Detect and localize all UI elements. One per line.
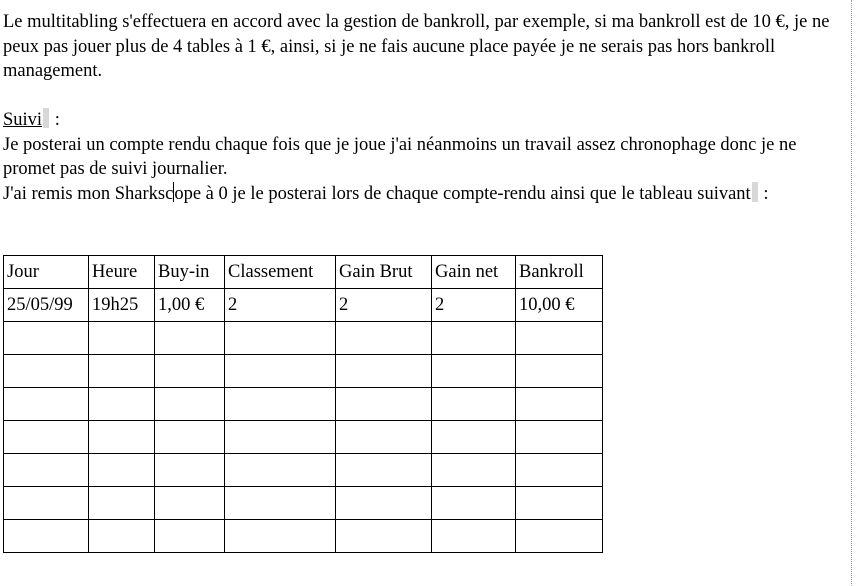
table-cell[interactable]: 2 [336,289,432,322]
table-header-row [4,256,603,289]
formatting-mark [752,182,758,202]
paragraph-sharkscope [3,182,848,207]
table-cell[interactable]: 19h25 [89,289,155,322]
table-cell[interactable] [225,520,336,553]
paragraph-sharkscope-colon: : [758,183,769,204]
table-cell[interactable]: 1,00 € [155,289,225,322]
table-row [4,421,603,454]
table-row [4,322,603,355]
header-cell-jour[interactable]: Jour [4,256,89,289]
table-cell[interactable]: 10,00 € [516,289,603,322]
table-row [4,520,603,553]
table-cell[interactable] [89,355,155,388]
table-row [4,487,603,520]
blank-line [3,84,848,109]
paragraph-suivi: Je posterai un compte rendu chaque fois que je joue j'ai néanmoins un travail assez chronophage donc je ne promet pas de suivi journalier. [3,134,797,179]
table-cell[interactable] [336,421,432,454]
table-cell[interactable] [155,322,225,355]
table-cell[interactable] [155,454,225,487]
table-cell[interactable] [89,487,155,520]
table-cell[interactable] [155,487,225,520]
heading-colon: : [50,110,60,130]
paragraph-sharkscope-end: ope à 0 je le posterai lors de chaque compte-rendu ainsi que le tableau suivant [174,183,751,204]
table-cell[interactable]: 2 [432,289,516,322]
table-cell[interactable] [89,454,155,487]
table-cell[interactable] [432,454,516,487]
table-cell[interactable] [225,487,336,520]
header-cell-bankroll[interactable]: Bankroll [516,256,603,289]
table-cell[interactable] [432,421,516,454]
table-cell[interactable]: 25/05/99 [4,289,89,322]
table-row [4,355,603,388]
table-cell[interactable] [336,487,432,520]
table-cell[interactable] [89,322,155,355]
table-cell[interactable] [89,388,155,421]
table-cell[interactable] [432,487,516,520]
document-body[interactable] [3,10,848,206]
header-cell-heure[interactable]: Heure [89,256,155,289]
table-cell[interactable] [336,520,432,553]
header-cell-classement[interactable]: Classement [225,256,336,289]
header-cell-buy-in[interactable]: Buy-in [155,256,225,289]
table-cell[interactable] [516,421,603,454]
table-cell[interactable] [4,388,89,421]
table-cell[interactable] [336,322,432,355]
table-cell[interactable] [155,355,225,388]
table-cell[interactable] [432,322,516,355]
table-cell[interactable] [336,388,432,421]
table-cell[interactable] [225,454,336,487]
table-cell[interactable] [225,355,336,388]
table-cell[interactable] [336,355,432,388]
table-cell[interactable] [155,388,225,421]
table-cell[interactable] [336,454,432,487]
table-cell[interactable] [4,487,89,520]
table-row [4,388,603,421]
table-cell[interactable] [516,355,603,388]
table-cell[interactable] [4,421,89,454]
table-row [4,289,603,322]
table-cell[interactable] [516,520,603,553]
tracking-table[interactable] [3,255,603,553]
paragraph-bankroll: Le multitabling s'effectuera en accord avec la gestion de bankroll, par exemple, si ma bankroll est de 10 €, je ne peux pas jouer plus de 4 tables à 1 €, ainsi, si je ne fais aucune place payée je ne serais pas hors bankroll management. [3,12,830,81]
formatting-mark [43,108,49,128]
table-cell[interactable] [432,388,516,421]
table-cell[interactable] [225,388,336,421]
paragraph-sharkscope-start: J'ai remis mon Sharksc [3,183,174,204]
table-cell[interactable] [432,355,516,388]
section-heading-suivi [3,108,848,133]
table-cell[interactable]: 2 [225,289,336,322]
table-cell[interactable] [155,421,225,454]
table-cell[interactable] [432,520,516,553]
page-margin-guide [851,0,852,586]
table-cell[interactable] [4,520,89,553]
table-cell[interactable] [516,388,603,421]
table-row [4,454,603,487]
table-cell[interactable] [516,322,603,355]
table-cell[interactable] [516,487,603,520]
heading-label: Suivi [3,110,43,130]
table-cell[interactable] [4,454,89,487]
table-cell[interactable] [89,421,155,454]
table-cell[interactable] [516,454,603,487]
table-cell[interactable] [89,520,155,553]
header-cell-gain-net[interactable]: Gain net [432,256,516,289]
table-cell[interactable] [225,322,336,355]
header-cell-gain-brut[interactable]: Gain Brut [336,256,432,289]
table-cell[interactable] [225,421,336,454]
table-cell[interactable] [4,355,89,388]
table-cell[interactable] [4,322,89,355]
table-cell[interactable] [155,520,225,553]
